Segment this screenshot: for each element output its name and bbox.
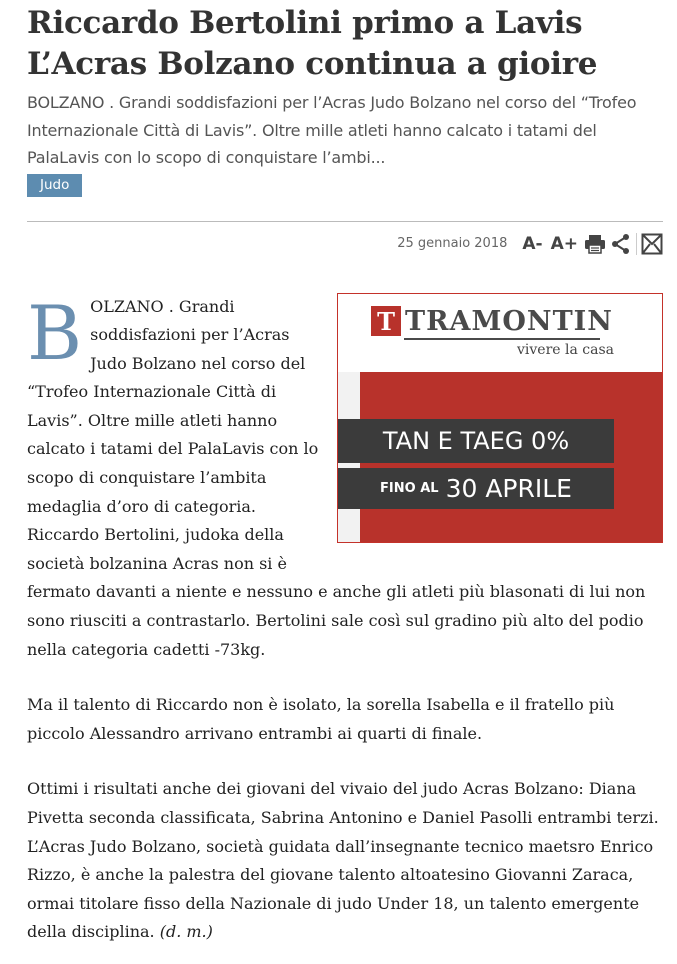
tramontin-logo	[371, 306, 613, 337]
paragraph-3-text: Ottimi i risultati anche dei giovani del vivaio del judo Acras Bolzano: Diana Pivetta seconda classificata, Sabrina Antonino e Daniel Pasolli entrambi terzi. L’Acras Judo Bolzano, società guidata dall’insegnante tecnico maetsro Enrico Rizzo, è anche la palestra del giovane talento altoatesino Giovanni Zaraca, ormai titolare fisso della Nazionale di judo Under 18, un talento emergente della disciplina.	[27, 779, 659, 942]
toolbar-separator	[636, 233, 637, 255]
ad-logo-underline	[404, 338, 600, 340]
article-body	[27, 288, 663, 947]
article-toolbar	[27, 231, 663, 257]
article-summary: BOLZANO . Grandi soddisfazioni per l’Acras Judo Bolzano nel corso del “Trofeo Internazionale Città di Lavis”. Oltre mille atleti hanno calcato i tatami del PalaLavis con lo scopo di conquistare l’ambi...	[27, 93, 637, 167]
print-icon[interactable]	[584, 231, 606, 257]
publish-date: 25 gennaio 2018	[397, 236, 508, 251]
ad-deadline-date: 30 APRILE	[445, 473, 572, 503]
paragraph-2: Ma il talento di Riccardo non è isolato, la sorella Isabella e il fratello più piccolo Alessandro arrivano entrambi ai quarti di finale.	[27, 695, 615, 743]
mail-icon[interactable]	[641, 231, 663, 257]
category-tag[interactable]: Judo	[27, 174, 82, 197]
font-increase-button[interactable]: A+	[550, 233, 578, 254]
ad-offer-line: TAN E TAEG 0%	[338, 419, 614, 463]
drop-cap: B	[27, 288, 83, 377]
tramontin-ad-banner[interactable]	[337, 293, 663, 543]
font-decrease-button[interactable]: A-	[522, 233, 543, 254]
ad-logo-letter: T	[371, 306, 401, 336]
ad-deadline-line	[338, 468, 614, 509]
ad-deadline-prefix: FINO AL	[380, 480, 439, 496]
ad-brand-name: TRAMONTIN	[405, 305, 613, 337]
share-icon[interactable]	[610, 231, 632, 257]
ad-tagline: vivere la casa	[516, 341, 614, 358]
paragraph-1-text: OLZANO . Grandi soddisfazioni per l’Acras Judo Bolzano nel corso del “Trofeo Internazionale Città di Lavis”. Oltre mille atleti hanno calcato i tatami del PalaLavis con lo scopo di conquistare l’ambita medaglia d’oro di categoria. Riccardo Bertolini, judoka della società bolzanina Acras non si è fermato davanti a niente e nessuno e anche gli atleti più blasonati di lui non sono riusciti a contrastarlo. Bertolini sale così sul gradino più alto del podio nella categoria cadetti -73kg.	[27, 296, 646, 659]
paragraph-3	[27, 775, 663, 947]
author-signature: (d. m.)	[159, 922, 213, 942]
divider	[27, 221, 663, 222]
article-title: Riccardo Bertolini primo a Lavis L’Acras Bolzano continua a gioire	[27, 5, 598, 82]
